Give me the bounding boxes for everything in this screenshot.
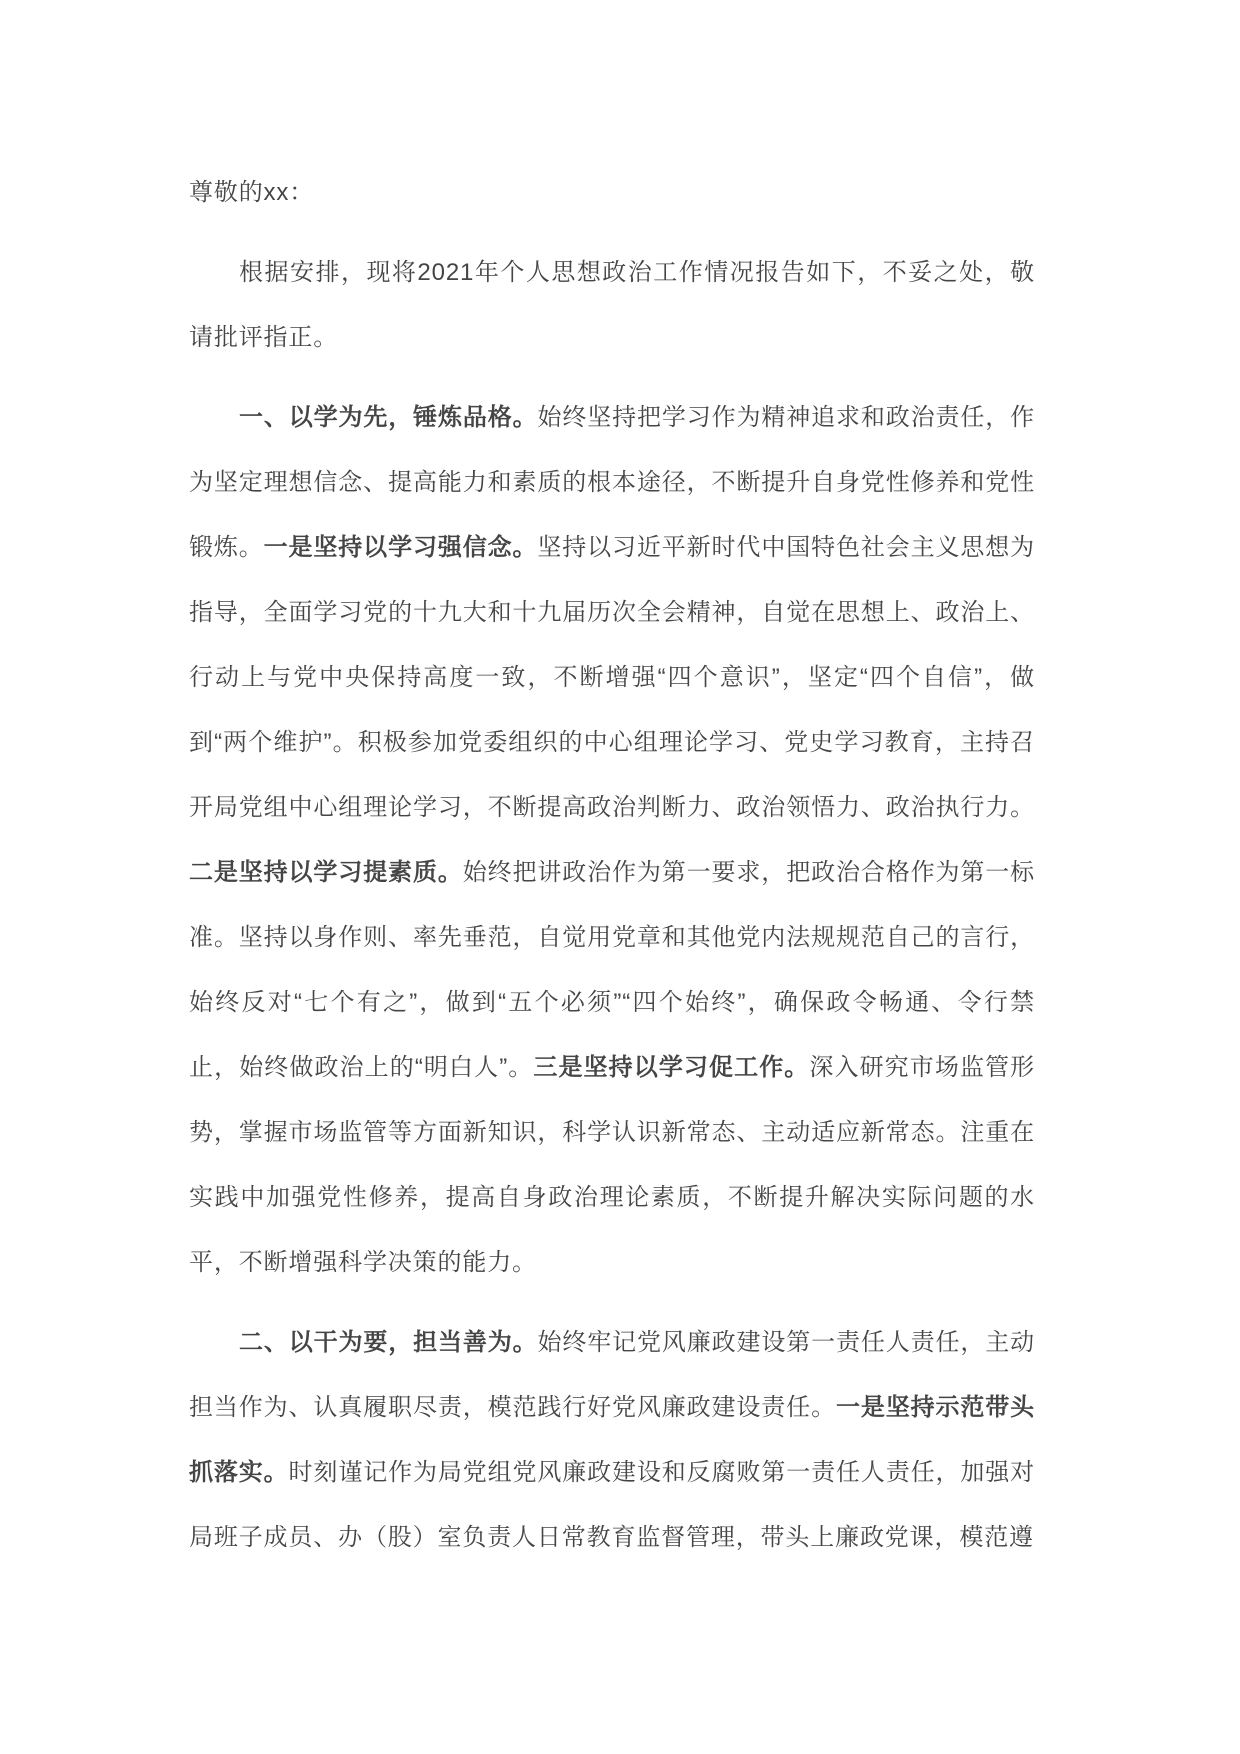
text-run: 始终坚持把学习作为精神追求和政治责任，作为坚定理想信念、提高能力和素质的根本途径，不断提升自身党性修养和党性锻炼。 (189, 404, 1036, 561)
bold-text-run: 一、以学为先，锤炼品格。 (239, 404, 538, 431)
section-1-paragraph (189, 385, 1035, 1295)
text-run: 根据安排，现将2021年个人思想政治工作情况报告如下，不妥之处，敬请批评指正。 (189, 259, 1035, 351)
text-run: 深入研究市场监管形势，掌握市场监管等方面新知识，科学认识新常态、主动适应新常态。注重在实践中加强党性修养，提高自身政治理论素质，不断提升解决实际问题的水平，不断增强科学决策的能力。 (189, 1054, 1035, 1276)
bold-text-run: 一是坚持以学习强信念。 (263, 534, 538, 561)
text-run: 时刻谨记作为局党组党风廉政建设和反腐败第一责任人责任，加强对局班子成员、办（股）室负责人日常教育监督管理，带头上廉政党课，模范遵 (189, 1459, 1036, 1551)
document-body (189, 160, 1035, 1585)
text-run: 始终把讲政治作为第一要求，把政治合格作为第一标准。坚持以身作则、率先垂范，自觉用党章和其他党内法规规范自己的言行，始终反对“七个有之”，做到“五个必须”“四个始终”，确保政令畅通、令行禁止，始终做政治上的“明白人”。 (189, 859, 1035, 1081)
text-run: 坚持以习近平新时代中国特色社会主义思想为指导，全面学习党的十九大和十九届历次全会精神，自觉在思想上、政治上、行动上与党中央保持高度一致，不断增强“四个意识”，坚定“四个自信”，做到“两个维护”。积极参加党委组织的中心组理论学习、党史学习教育，主持召开局党组中心组理论学习，不断提高政治判断力、政治领悟力、政治执行力。 (189, 534, 1035, 821)
bold-text-run: 二、以干为要，担当善为。 (239, 1329, 538, 1356)
bold-text-run: 二是坚持以学习提素质。 (189, 859, 463, 886)
text-run: 始终牢记党风廉政建设第一责任人责任，主动担当作为、认真履职尽责，模范践行好党风廉政建设责任。 (189, 1329, 1036, 1421)
section-2-paragraph (189, 1310, 1035, 1570)
salutation (189, 160, 1035, 225)
bold-text-run: 一是坚持示范带头抓落实。 (189, 1394, 1035, 1486)
bold-text-run: 三是坚持以学习促工作。 (533, 1054, 810, 1081)
text-run: 尊敬的xx： (189, 179, 315, 206)
intro-paragraph (189, 240, 1035, 370)
